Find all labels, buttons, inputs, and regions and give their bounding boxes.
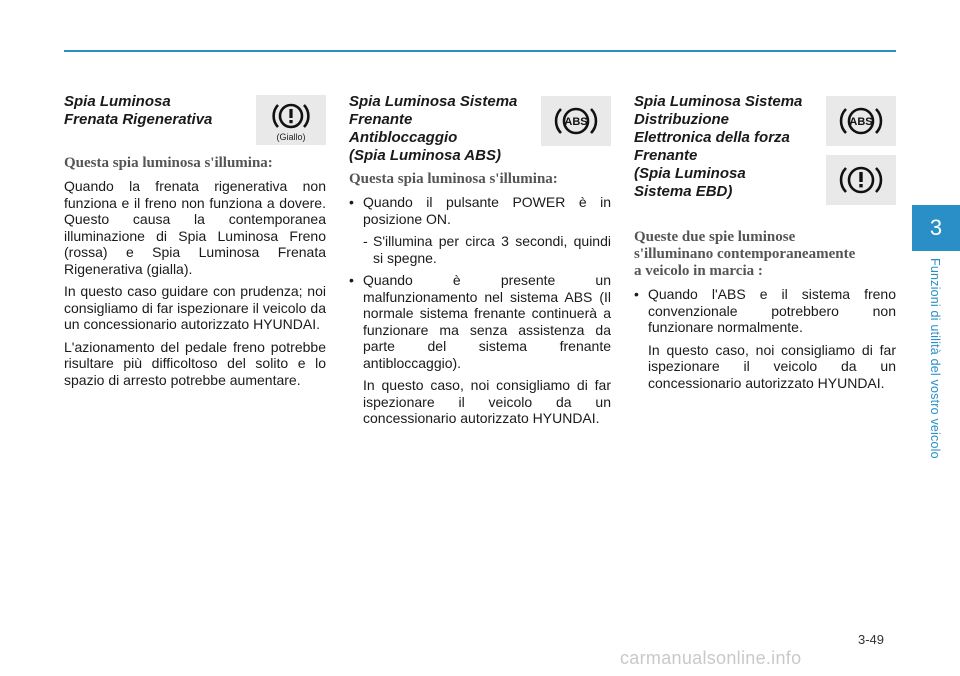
title-line: Frenante: [349, 111, 413, 128]
exclamation-circle-icon: [271, 99, 311, 133]
paragraph: In questo caso guidare con prudenza; noi consigliamo di far ispezionare il veicolo da un concessionario autorizzato HYUNDAI.: [64, 283, 326, 332]
dash-item: - S'illumina per circa 3 secondi, quindi si spegne.: [349, 233, 611, 266]
icon-caption: (Giallo): [276, 131, 306, 142]
title-line: (Spia Luminosa: [634, 165, 746, 182]
page-number: 3-49: [858, 632, 885, 647]
abs-icon-label: ABS: [564, 116, 588, 128]
column-abs: [349, 93, 611, 433]
indented-paragraph: In questo caso, noi consigliamo di far ispezionare il veicolo da un concessionario autorizzato HYUNDAI.: [648, 341, 896, 391]
subheading-line: a veicolo in marcia :: [634, 263, 763, 279]
abs-icon-label: ABS: [849, 116, 873, 128]
warning-light-box: [826, 96, 896, 146]
paragraph: L'azionamento del pedale freno potrebbe risultare più difficoltoso del solito e lo spazio di arresto potrebbe aumentare.: [64, 338, 326, 388]
chapter-title: Funzioni di utilità del vostro veicolo: [928, 258, 942, 459]
subheading: Questa spia luminosa s'illumina:: [349, 171, 558, 187]
bullet-item: • Quando l'ABS e il sistema freno convenzionale potrebbero non funzionare normalmente.: [634, 286, 896, 336]
header-rule: [64, 50, 896, 52]
watermark: carmanualsonline.info: [620, 648, 802, 668]
subheading: [634, 229, 896, 280]
bullet-item: • Quando è presente un malfunzionamento nel sistema ABS (Il normale sistema frenante continuerà a funzionare ma senza assistenza da parte del sistema frenante antibloccaggio).: [349, 272, 611, 371]
abs-icon: [552, 103, 600, 139]
abs-icon: [837, 103, 885, 139]
title-line: (Spia Luminosa ABS): [349, 147, 501, 164]
section-header: [64, 93, 326, 145]
title-line: Spia Luminosa: [64, 93, 171, 110]
title-line: Spia Luminosa Sistema: [634, 93, 803, 110]
subheading: Questa spia luminosa s'illumina:: [64, 155, 273, 171]
warning-light-box: [541, 96, 611, 146]
title-line: Spia Luminosa Sistema: [349, 93, 518, 110]
chapter-number-tab: 3: [912, 205, 960, 251]
section-header: [634, 93, 896, 201]
bullet-item: • Quando il pulsante POWER è in posizione ON.: [349, 194, 611, 227]
title-line: Frenata Rigenerativa: [64, 111, 213, 128]
indented-paragraph: In questo caso, noi consigliamo di far ispezionare il veicolo da un concessionario autorizzato HYUNDAI.: [363, 377, 611, 426]
title-line: Distribuzione: [634, 111, 730, 128]
warning-light-box: [826, 155, 896, 205]
section-header: [349, 93, 611, 165]
exclamation-circle-icon: [837, 162, 885, 198]
column-ebd: [634, 93, 896, 397]
title-line: Antibloccaggio: [349, 129, 458, 146]
title-line: Sistema EBD): [634, 183, 733, 200]
subheading-line: Queste due spie luminose: [634, 229, 796, 245]
title-line: Frenante: [634, 147, 698, 164]
column-regenerative-brake: [64, 93, 326, 394]
warning-light-box: [256, 95, 326, 145]
subheading-line: s'illuminano contemporaneamente: [634, 246, 856, 262]
title-line: Elettronica della forza: [634, 129, 790, 146]
paragraph: Quando la frenata rigenerativa non funziona e il freno non funziona a dovere. Questo causa la contemporanea illuminazione di Spia Luminosa Freno (rossa) e Spia Luminosa Frenata Rigenerativa (gialla).: [64, 178, 326, 277]
